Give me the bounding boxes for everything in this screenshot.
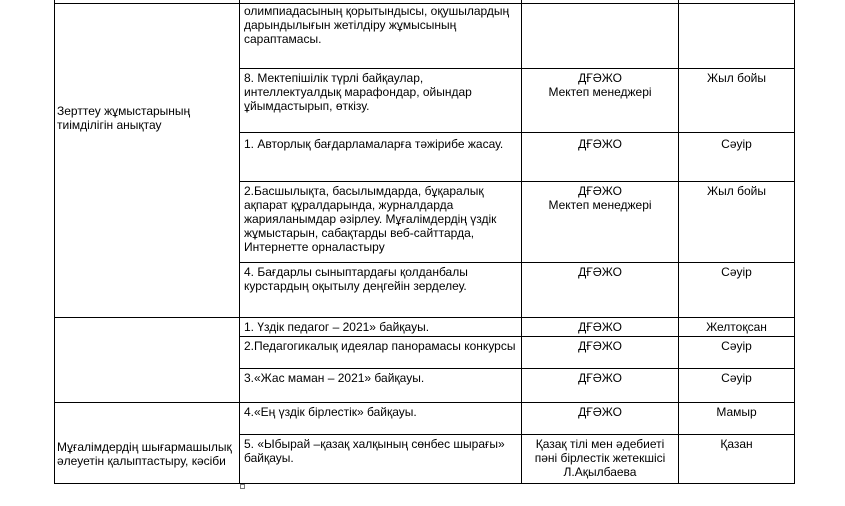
- responsible-cell: ДҒӘЖО: [578, 339, 622, 353]
- task-cell: 8. Мектепішілік түрлі байқаулар, интеллектуалдық марафондар, ойындар ұйымдастырып, өткізу.: [244, 71, 472, 113]
- task-cell: 5. «Ыбырай –қазақ халқының сөнбес шырағы» байқауы.: [244, 437, 505, 465]
- responsible-cell: ДҒӘЖО Мектеп менеджері: [548, 71, 652, 99]
- category-research-efficiency: Зерттеу жұмыстарының тиімділігін анықтау: [57, 104, 191, 132]
- responsible-cell: ДҒӘЖО: [578, 137, 622, 151]
- deadline-cell: Сәуір: [721, 137, 752, 151]
- responsible-cell: ДҒӘЖО: [578, 265, 622, 279]
- task-cell: 2.Басшылықта, басылымдарда, бұқаралық ақпарат құралдарында, журналдарда жарияланымдар әзірлеу. Мұғалімдердің үздік жұмыстарын, сабақтарды веб-сайттарда, Интернетте орналастыру: [244, 184, 497, 254]
- responsible-cell: ДҒӘЖО: [578, 405, 622, 419]
- deadline-cell: Сәуір: [721, 371, 752, 385]
- task-cell: 2.Педагогикалық идеялар панорамасы конкурсы: [244, 339, 516, 353]
- deadline-cell: Жыл бойы: [707, 71, 766, 85]
- task-cell: 1. Үздік педагог – 2021» байқауы.: [244, 320, 430, 334]
- task-cell: олимпиадасының қорытындысы, оқушылардың дарындылығын жетілдіру жұмысының сараптамасы.: [244, 4, 510, 46]
- task-cell: 1. Авторлық бағдарламаларға тәжірибе жасау.: [244, 137, 504, 151]
- task-cell: 4.«Ең үздік бірлестік» байқауы.: [244, 405, 417, 419]
- task-cell: 4. Бағдарлы сыныптардағы қолданбалы курстардың оқытылу деңгейін зерделеу.: [244, 265, 468, 293]
- deadline-cell: Қазан: [720, 437, 753, 451]
- responsible-cell: ДҒӘЖО: [578, 320, 622, 334]
- responsible-cell: ДҒӘЖО: [578, 371, 622, 385]
- task-cell: 3.«Жас маман – 2021» байқауы.: [244, 371, 425, 385]
- deadline-cell: Сәуір: [721, 339, 752, 353]
- responsible-cell: Қазақ тілі мен әдебиеті пәні бірлестік жетекшісі Л.Ақылбаева: [534, 437, 666, 479]
- deadline-cell: Жыл бойы: [707, 184, 766, 198]
- responsible-cell: ДҒӘЖО Мектеп менеджері: [548, 184, 652, 212]
- deadline-cell: Сәуір: [721, 265, 752, 279]
- deadline-cell: Мамыр: [716, 405, 757, 419]
- category-creative-potential: Мұғалімдердің шығармашылық әлеуетін қалыптастыру, кәсіби: [57, 440, 232, 468]
- table-move-handle[interactable]: [240, 484, 245, 489]
- deadline-cell: Желтоқсан: [706, 320, 767, 334]
